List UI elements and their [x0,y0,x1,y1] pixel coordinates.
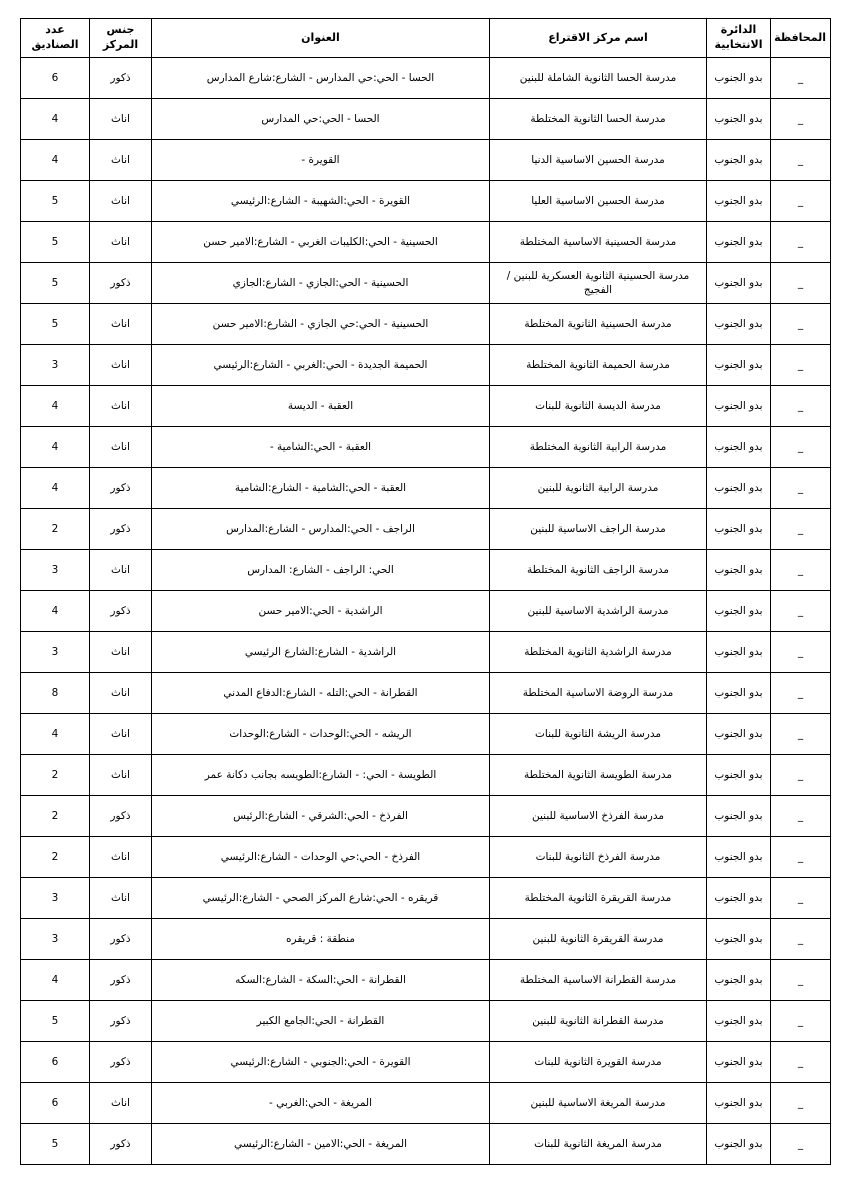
center-name-cell: مدرسة الحسينية الثانوية المختلطة [490,304,707,345]
governorate-cell: _ [771,58,831,99]
gender-cell: اناث [90,181,152,222]
center-name-cell: مدرسة القطرانة الثانوية للبنين [490,1001,707,1042]
table-row [21,222,831,263]
district-cell: بدو الجنوب [707,1042,771,1083]
governorate-cell: _ [771,99,831,140]
center-name-cell: مدرسة الحسين الاساسية الدنيا [490,140,707,181]
address-cell: المريغة - الحي:الامين - الشارع:الرئيسي [152,1124,490,1165]
center-name-cell: مدرسة الحسينية الاساسية المختلطة [490,222,707,263]
table-row [21,1083,831,1124]
table-row [21,1001,831,1042]
governorate-cell: _ [771,263,831,304]
table-row [21,468,831,509]
center-name-cell: مدرسة القريقرة الثانوية المختلطة [490,878,707,919]
boxes-count-cell: 4 [21,960,90,1001]
district-cell: بدو الجنوب [707,796,771,837]
governorate-cell: _ [771,509,831,550]
boxes-count-cell: 3 [21,550,90,591]
table-row [21,386,831,427]
gender-cell: اناث [90,714,152,755]
governorate-cell: _ [771,878,831,919]
center-name-cell: مدرسة الطويسة الثانوية المختلطة [490,755,707,796]
boxes-count-cell: 5 [21,304,90,345]
boxes-count-cell: 5 [21,222,90,263]
address-cell: الراشدية - الشارع:الشارع الرئيسي [152,632,490,673]
gender-cell: ذكور [90,919,152,960]
district-cell: بدو الجنوب [707,304,771,345]
address-cell: الحسا - الحي:حي المدارس - الشارع:شارع المدارس [152,58,490,99]
address-cell: الطويسة - الحي: - الشارع:الطويسه بجانب دكانة عمر [152,755,490,796]
district-cell: بدو الجنوب [707,755,771,796]
gender-cell: اناث [90,427,152,468]
boxes-count-cell: 5 [21,1124,90,1165]
gender-cell: ذكور [90,58,152,99]
governorate-cell: _ [771,304,831,345]
governorate-cell: _ [771,222,831,263]
center-name-cell: مدرسة الحسين الاساسية العليا [490,181,707,222]
gender-cell: اناث [90,878,152,919]
governorate-cell: _ [771,140,831,181]
header-governorate: المحافظة [771,19,831,58]
district-cell: بدو الجنوب [707,591,771,632]
center-name-cell: مدرسة القريقرة الثانوية للبنين [490,919,707,960]
center-name-cell: مدرسة القطرانة الاساسية المختلطة [490,960,707,1001]
address-cell: القويرة - الحي:الجنوبي - الشارع:الرئيسي [152,1042,490,1083]
center-name-cell: مدرسة الروضة الاساسية المختلطة [490,673,707,714]
district-cell: بدو الجنوب [707,714,771,755]
address-cell: العقبة - الديسة [152,386,490,427]
center-name-cell: مدرسة الرابية الثانوية المختلطة [490,427,707,468]
address-cell: القويرة - [152,140,490,181]
district-cell: بدو الجنوب [707,509,771,550]
boxes-count-cell: 4 [21,99,90,140]
boxes-count-cell: 4 [21,386,90,427]
governorate-cell: _ [771,755,831,796]
gender-cell: ذكور [90,960,152,1001]
district-cell: بدو الجنوب [707,468,771,509]
district-cell: بدو الجنوب [707,386,771,427]
table-row [21,960,831,1001]
gender-cell: اناث [90,140,152,181]
gender-cell: اناث [90,1083,152,1124]
table-row [21,509,831,550]
address-cell: الحسينية - الحي:الكليبات الغربي - الشارع:الامير حسن [152,222,490,263]
governorate-cell: _ [771,345,831,386]
district-cell: بدو الجنوب [707,1124,771,1165]
gender-cell: ذكور [90,1001,152,1042]
table-row [21,755,831,796]
gender-cell: ذكور [90,591,152,632]
gender-cell: اناث [90,345,152,386]
address-cell: الحسا - الحي:حي المدارس [152,99,490,140]
center-name-cell: مدرسة الريشة الثانوية للبنات [490,714,707,755]
boxes-count-cell: 2 [21,509,90,550]
boxes-count-cell: 4 [21,591,90,632]
center-name-cell: مدرسة الحسا الثانوية الشاملة للبنين [490,58,707,99]
district-cell: بدو الجنوب [707,58,771,99]
table-row [21,919,831,960]
address-cell: القطرانة - الحي:التله - الشارع:الدفاع المدني [152,673,490,714]
address-cell: الراشدية - الحي:الامير حسن [152,591,490,632]
address-cell: الفرذخ - الحي:حي الوحدات - الشارع:الرئيسي [152,837,490,878]
center-name-cell: مدرسة الراشدية الثانوية المختلطة [490,632,707,673]
boxes-count-cell: 2 [21,837,90,878]
boxes-count-cell: 3 [21,878,90,919]
header-row [21,19,831,58]
district-cell: بدو الجنوب [707,263,771,304]
table-row [21,632,831,673]
boxes-count-cell: 4 [21,140,90,181]
center-name-cell: مدرسة الديسة الثانوية للبنات [490,386,707,427]
district-cell: بدو الجنوب [707,222,771,263]
table-row [21,1124,831,1165]
governorate-cell: _ [771,386,831,427]
center-name-cell: مدرسة الحميمة الثانوية المختلطة [490,345,707,386]
governorate-cell: _ [771,714,831,755]
boxes-count-cell: 2 [21,796,90,837]
boxes-count-cell: 4 [21,714,90,755]
boxes-count-cell: 5 [21,263,90,304]
polling-centers-table [20,18,831,1165]
governorate-cell: _ [771,181,831,222]
address-cell: الحسينية - الحي:حي الجازي - الشارع:الامير حسن [152,304,490,345]
district-cell: بدو الجنوب [707,919,771,960]
gender-cell: اناث [90,222,152,263]
governorate-cell: _ [771,1083,831,1124]
district-cell: بدو الجنوب [707,550,771,591]
boxes-count-cell: 4 [21,427,90,468]
address-cell: الراجف - الحي:المدارس - الشارع:المدارس [152,509,490,550]
table-row [21,550,831,591]
table-row [21,427,831,468]
gender-cell: ذكور [90,796,152,837]
gender-cell: ذكور [90,509,152,550]
governorate-cell: _ [771,673,831,714]
boxes-count-cell: 6 [21,58,90,99]
boxes-count-cell: 4 [21,468,90,509]
address-cell: الفرذخ - الحي:الشرقي - الشارع:الرئيس [152,796,490,837]
gender-cell: ذكور [90,263,152,304]
boxes-count-cell: 5 [21,181,90,222]
center-name-cell: مدرسة الراجف الاساسية للبنين [490,509,707,550]
table-row [21,58,831,99]
boxes-count-cell: 2 [21,755,90,796]
center-name-cell: مدرسة الراجف الثانوية المختلطة [490,550,707,591]
district-cell: بدو الجنوب [707,1083,771,1124]
header-boxes: عدد الصناديق [21,19,90,58]
governorate-cell: _ [771,468,831,509]
center-name-cell: مدرسة الحسا الثانوية المختلطة [490,99,707,140]
table-row [21,591,831,632]
district-cell: بدو الجنوب [707,427,771,468]
district-cell: بدو الجنوب [707,1001,771,1042]
table-row [21,140,831,181]
address-cell: القطرانة - الحي:الجامع الكبير [152,1001,490,1042]
address-cell: الريشه - الحي:الوحدات - الشارع:الوحدات [152,714,490,755]
table-row [21,263,831,304]
table-row [21,796,831,837]
governorate-cell: _ [771,1001,831,1042]
address-cell: القويرة - الحي:الشهيبة - الشارع:الرئيسي [152,181,490,222]
boxes-count-cell: 5 [21,1001,90,1042]
center-name-cell: مدرسة الفرذخ الثانوية للبنات [490,837,707,878]
district-cell: بدو الجنوب [707,673,771,714]
governorate-cell: _ [771,919,831,960]
table-row [21,673,831,714]
gender-cell: اناث [90,755,152,796]
address-cell: قريقره - الحي:شارع المركز الصحي - الشارع:الرئيسي [152,878,490,919]
header-gender: جنس المركز [90,19,152,58]
district-cell: بدو الجنوب [707,345,771,386]
gender-cell: اناث [90,304,152,345]
center-name-cell: مدرسة الحسينية الثانوية العسكرية للبنين / الفجيج [490,263,707,304]
governorate-cell: _ [771,1042,831,1083]
governorate-cell: _ [771,550,831,591]
address-cell: القطرانة - الحي:السكة - الشارع:السكه [152,960,490,1001]
center-name-cell: مدرسة المريغة الاساسية للبنين [490,1083,707,1124]
address-cell: المريغة - الحي:الغربي - [152,1083,490,1124]
boxes-count-cell: 3 [21,632,90,673]
header-address: العنوان [152,19,490,58]
center-name-cell: مدرسة الراشدية الاساسية للبنين [490,591,707,632]
table-row [21,1042,831,1083]
boxes-count-cell: 3 [21,919,90,960]
table-row [21,99,831,140]
gender-cell: اناث [90,673,152,714]
boxes-count-cell: 6 [21,1042,90,1083]
table-row [21,304,831,345]
header-center-name: اسم مركز الاقتراع [490,19,707,58]
governorate-cell: _ [771,796,831,837]
gender-cell: اناث [90,99,152,140]
gender-cell: اناث [90,632,152,673]
gender-cell: ذكور [90,1042,152,1083]
gender-cell: اناث [90,386,152,427]
gender-cell: اناث [90,550,152,591]
boxes-count-cell: 8 [21,673,90,714]
gender-cell: ذكور [90,1124,152,1165]
governorate-cell: _ [771,591,831,632]
district-cell: بدو الجنوب [707,99,771,140]
table-body [21,58,831,1165]
district-cell: بدو الجنوب [707,837,771,878]
governorate-cell: _ [771,960,831,1001]
gender-cell: اناث [90,837,152,878]
district-cell: بدو الجنوب [707,878,771,919]
table-row [21,345,831,386]
header-district: الدائرة الانتخابية [707,19,771,58]
center-name-cell: مدرسة القويرة الثانوية للبنات [490,1042,707,1083]
address-cell: الحميمة الجديدة - الحي:الغربي - الشارع:الرئيسي [152,345,490,386]
gender-cell: ذكور [90,468,152,509]
boxes-count-cell: 3 [21,345,90,386]
address-cell: العقبة - الحي:الشامية - الشارع:الشامية [152,468,490,509]
center-name-cell: مدرسة الرابية الثانوية للبنين [490,468,707,509]
district-cell: بدو الجنوب [707,140,771,181]
governorate-cell: _ [771,427,831,468]
table-row [21,714,831,755]
governorate-cell: _ [771,1124,831,1165]
address-cell: الحي: الراجف - الشارع: المدارس [152,550,490,591]
governorate-cell: _ [771,837,831,878]
governorate-cell: _ [771,632,831,673]
district-cell: بدو الجنوب [707,960,771,1001]
table-row [21,837,831,878]
district-cell: بدو الجنوب [707,181,771,222]
address-cell: منطقة : قريقره [152,919,490,960]
center-name-cell: مدرسة المريغة الثانوية للبنات [490,1124,707,1165]
center-name-cell: مدرسة الفرذخ الاساسية للبنين [490,796,707,837]
address-cell: العقبة - الحي:الشامية - [152,427,490,468]
table-row [21,878,831,919]
district-cell: بدو الجنوب [707,632,771,673]
address-cell: الحسينية - الحي:الجازي - الشارع:الجازي [152,263,490,304]
table-row [21,181,831,222]
boxes-count-cell: 6 [21,1083,90,1124]
